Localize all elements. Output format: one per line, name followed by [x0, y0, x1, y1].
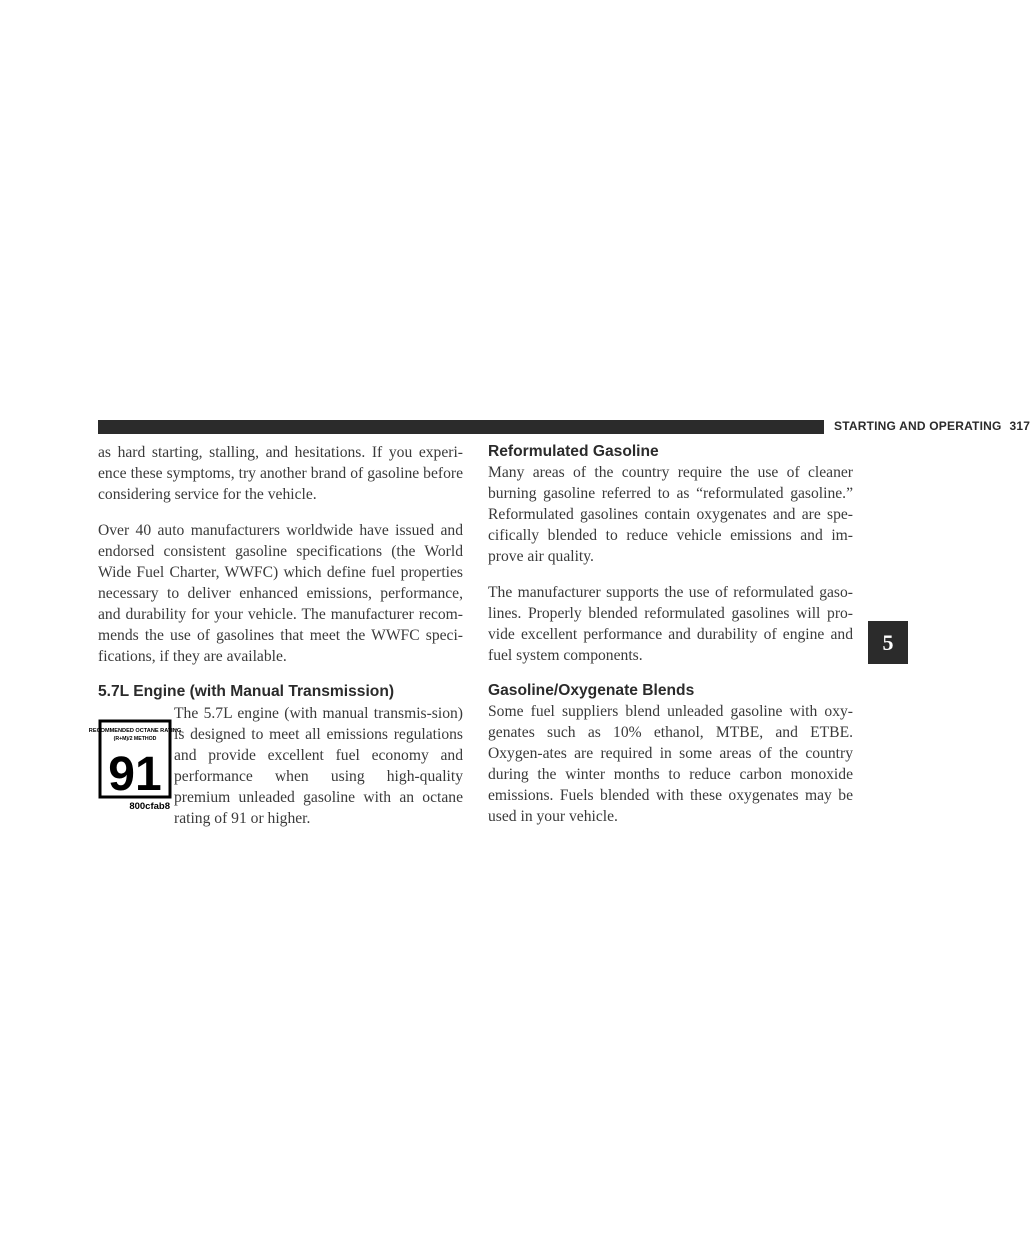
paragraph-reformulated-support: The manufacturer supports the use of reformulated gaso-lines. Properly blended reformulated gasolines will pro-vide excellent performance and durability of engine and fuel system components.	[488, 584, 853, 664]
octane-label-subtitle: (R+M)/2 METHOD	[113, 736, 157, 742]
chapter-tab: 5	[868, 621, 908, 664]
header-rule	[98, 420, 824, 434]
octane-label-title: RECOMMENDED OCTANE RATING	[88, 728, 182, 734]
left-column	[88, 442, 463, 829]
running-header	[834, 419, 1030, 433]
heading-57l-engine: 5.7L Engine (with Manual Transmission)	[98, 683, 395, 700]
right-column	[488, 442, 853, 842]
section-title: STARTING AND OPERATING	[834, 419, 1002, 433]
paragraph-oxygenate-blends: Some fuel suppliers blend unleaded gasoline with oxy-genates such as 10% ethanol, MTBE, and ETBE. Oxygen-ates are required in some areas of the country during the winter months to reduce carbon monoxide emissions. Fuels blended with these oxygenates may be used in your vehicle.	[488, 703, 853, 825]
paragraph-57l-engine: The 5.7L engine (with manual transmis-sion) is designed to meet all emissions regulations and provide excellent fuel economy and performance when using high-quality premium unleaded gasoline with an octane rating of 91 or higher.	[174, 705, 463, 827]
heading-reformulated-gasoline: Reformulated Gasoline	[488, 443, 659, 460]
image-code: 800cfab8	[129, 801, 170, 812]
paragraph-symptoms: as hard starting, stalling, and hesitations. If you experi-ence these symptoms, try another brand of gasoline before considering service for the vehicle.	[98, 444, 463, 503]
octane-section	[88, 703, 463, 829]
paragraph-reformulated-intro: Many areas of the country require the use of cleaner burning gasoline referred to as “reformulated gasoline.” Reformulated gasolines contain oxygenates and are spe-cifically blended to reduce vehicle emissions and im-prove air quality.	[488, 464, 853, 565]
octane-number: 91	[108, 748, 162, 801]
heading-oxygenate-blends: Gasoline/Oxygenate Blends	[488, 682, 695, 699]
page-number: 317	[1009, 419, 1030, 433]
octane-rating-label-image	[88, 719, 182, 813]
paragraph-wwfc: Over 40 auto manufacturers worldwide have issued and endorsed consistent gasoline specifications (the World Wide Fuel Charter, WWFC) which define fuel properties necessary to deliver enhanced emissions, performance, and durability for your vehicle. The manufacturer recom-mends the use of gasolines that meet the WWFC speci-fications, if they are available.	[98, 522, 463, 665]
